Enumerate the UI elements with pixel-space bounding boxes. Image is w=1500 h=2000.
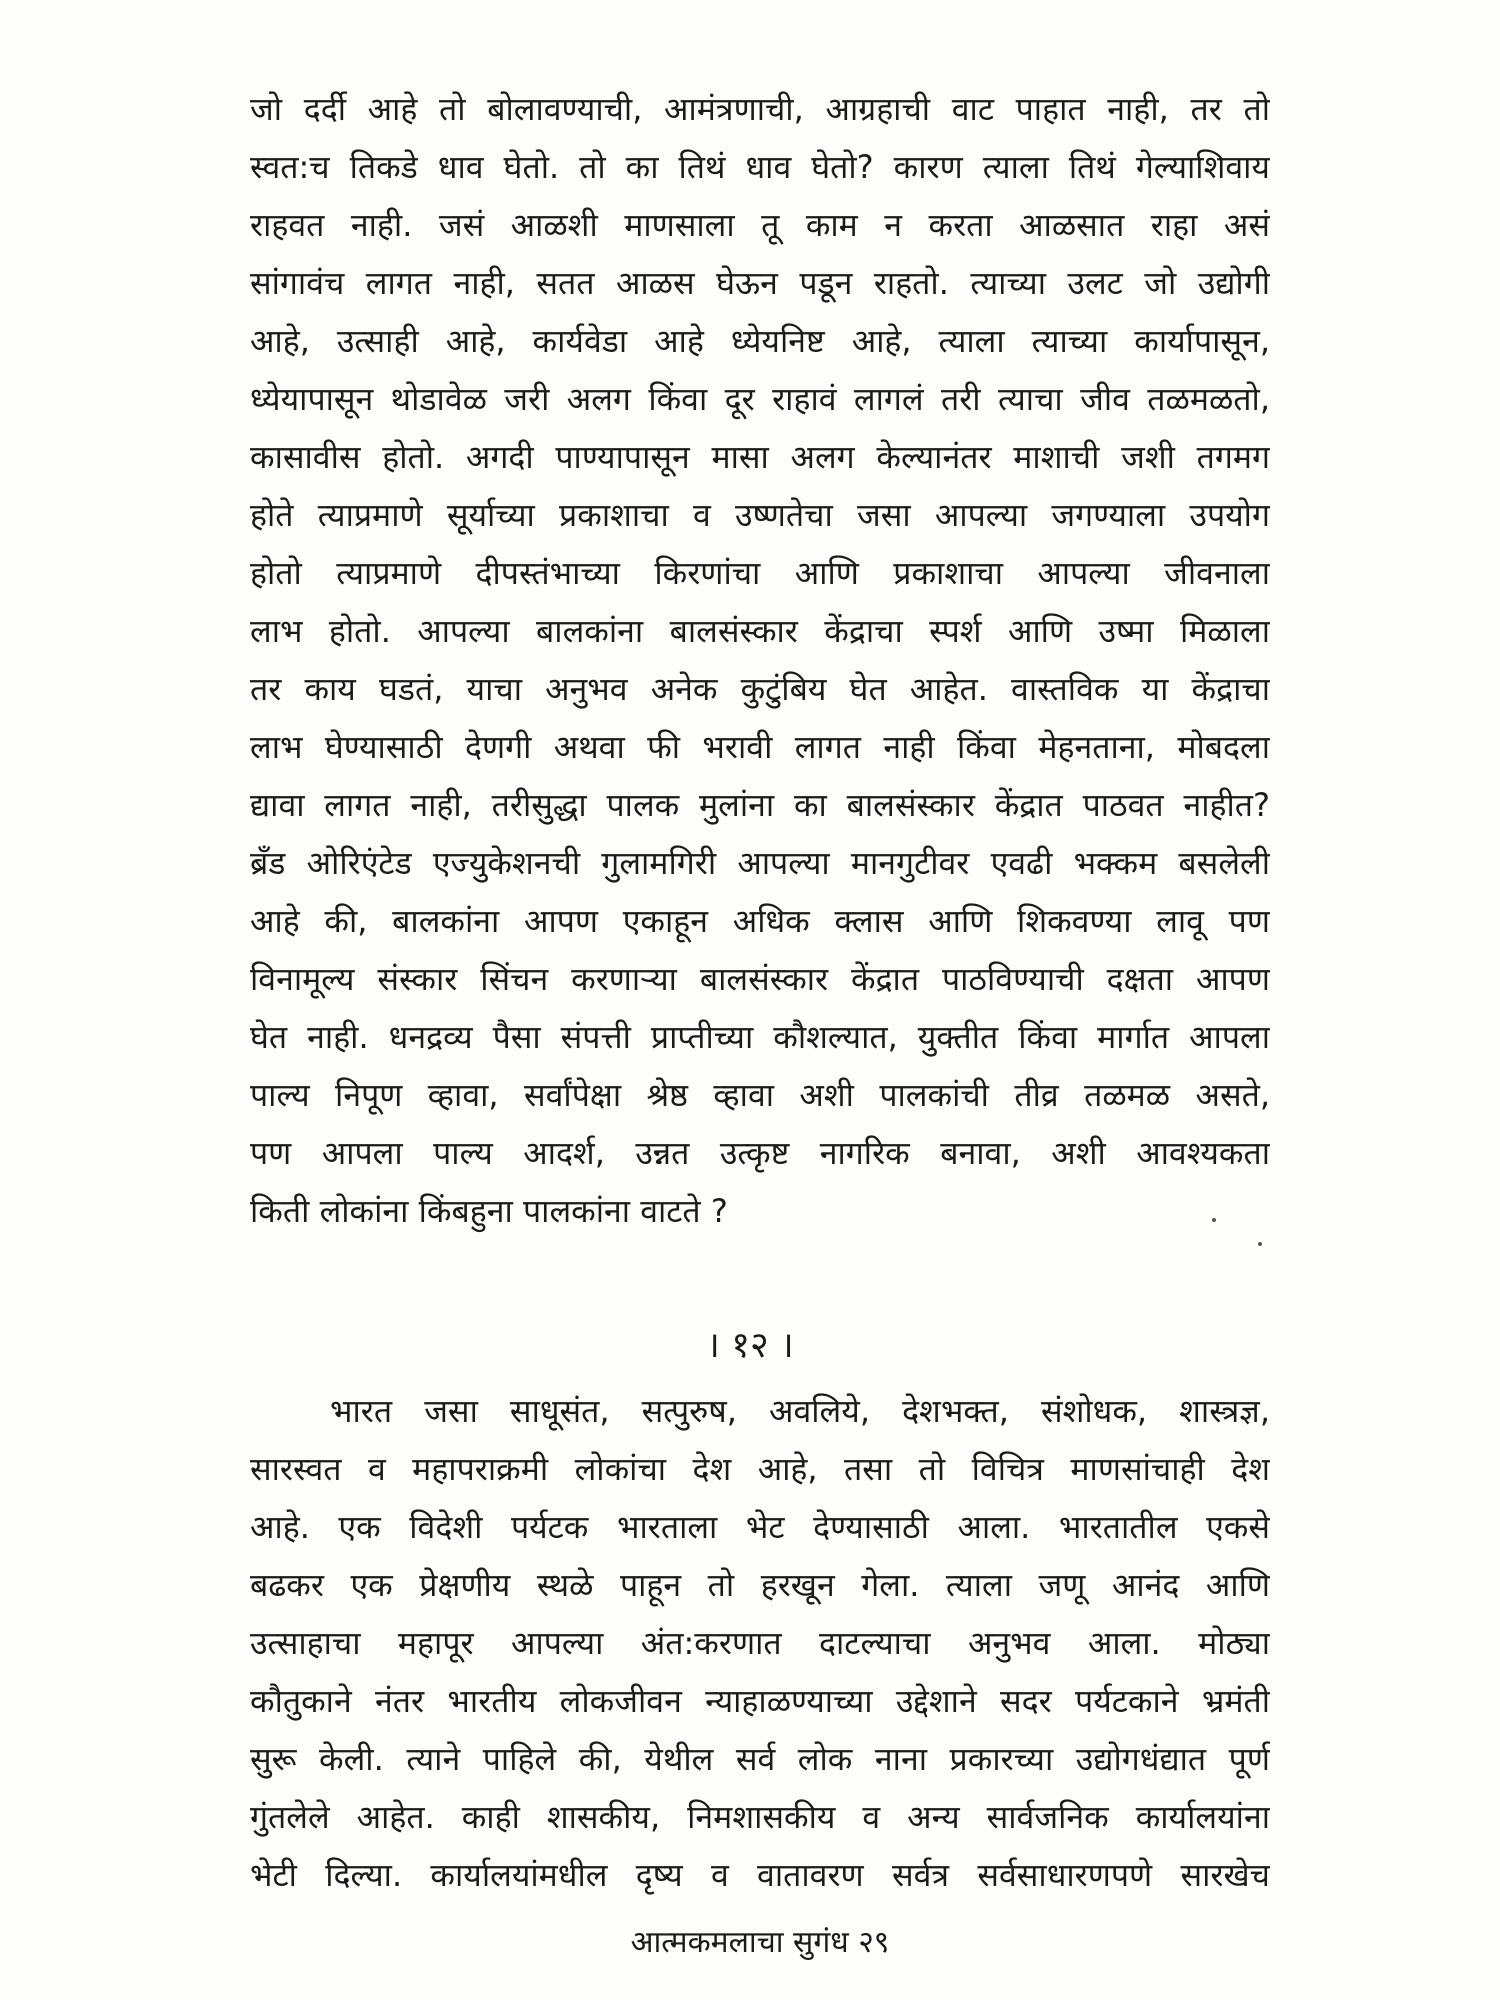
paragraph-2-line: उत्साहाचा महापूर आपल्या अंत:करणात दाटल्याचा अनुभव आला. मोठ्या	[250, 1624, 1270, 1662]
paragraph-1-line: लाभ होतो. आपल्या बालकांना बालसंस्कार केंद्राचा स्पर्श आणि उष्मा मिळाला	[250, 612, 1270, 650]
paragraph-1-line: घेत नाही. धनद्रव्य पैसा संपत्ती प्राप्तीच्या कौशल्यात, युक्तीत किंवा मार्गात आपला	[250, 1018, 1270, 1056]
paragraph-1-line: सांगावंच लागत नाही, सतत आळस घेऊन पडून राहतो. त्याच्या उलट जो उद्योगी	[250, 264, 1270, 302]
paragraph-2-line: सुरू केली. त्याने पाहिले की, येथील सर्व लोक नाना प्रकारच्या उद्योगधंद्यात पूर्ण	[250, 1740, 1270, 1778]
paragraph-1-line: लाभ घेण्यासाठी देणगी अथवा फी भरावी लागत नाही किंवा मेहनताना, मोबदला	[250, 728, 1270, 766]
paragraph-2-line: बढकर एक प्रेक्षणीय स्थळे पाहून तो हरखून गेला. त्याला जणू आनंद आणि	[250, 1566, 1270, 1604]
paragraph-1-line: ब्रँड ओरिएंटेड एज्युकेशनची गुलामगिरी आपल्या मानगुटीवर एवढी भक्कम बसलेली	[250, 844, 1270, 882]
paragraph-2-line: भारत जसा साधूसंत, सत्पुरुष, अवलिये, देशभक्त, संशोधक, शास्त्रज्ञ,	[330, 1392, 1270, 1430]
paragraph-1-line: किती लोकांना किंबहुना पालकांना वाटते ?	[250, 1192, 728, 1230]
print-speck	[1212, 1218, 1216, 1222]
paragraph-2-line: कौतुकाने नंतर भारतीय लोकजीवन न्याहाळण्याच्या उद्देशाने सदर पर्यटकाने भ्रमंती	[250, 1682, 1270, 1720]
paragraph-1-line: होतो त्याप्रमाणे दीपस्तंभाच्या किरणांचा आणि प्रकाशाचा आपल्या जीवनाला	[250, 554, 1270, 592]
paragraph-1-line: आहे की, बालकांना आपण एकाहून अधिक क्लास आणि शिकवण्या लावू पण	[250, 902, 1270, 940]
paragraph-1-line: कासावीस होतो. अगदी पाण्यापासून मासा अलग केल्यानंतर माशाची जशी तगमग	[250, 438, 1270, 476]
print-speck	[1258, 1242, 1262, 1246]
paragraph-1-line: पाल्य निपूण व्हावा, सर्वांपेक्षा श्रेष्ठ व्हावा अशी पालकांची तीव्र तळमळ असते,	[250, 1076, 1270, 1114]
paragraph-1-line: पण आपला पाल्य आदर्श, उन्नत उत्कृष्ट नागरिक बनावा, अशी आवश्यकता	[250, 1134, 1270, 1172]
paragraph-1-line: होते त्याप्रमाणे सूर्याच्या प्रकाशाचा व उष्णतेचा जसा आपल्या जगण्याला उपयोग	[250, 496, 1270, 534]
paragraph-2-line: भेटी दिल्या. कार्यालयांमधील दृष्य व वातावरण सर्वत्र सर्वसाधारणपणे सारखेच	[250, 1856, 1270, 1894]
paragraph-1-line: विनामूल्य संस्कार सिंचन करणाऱ्या बालसंस्कार केंद्रात पाठविण्याची दक्षता आपण	[250, 960, 1270, 998]
paragraph-2-line: गुंतलेले आहेत. काही शासकीय, निमशासकीय व अन्य सार्वजनिक कार्यालयांना	[250, 1798, 1270, 1836]
paragraph-1-line: जो दर्दी आहे तो बोलावण्याची, आमंत्रणाची, आग्रहाची वाट पाहात नाही, तर तो	[250, 90, 1270, 128]
section-number: । १२ ।	[706, 1325, 794, 1366]
paragraph-1-line: द्यावा लागत नाही, तरीसुद्धा पालक मुलांना का बालसंस्कार केंद्रात पाठवत नाहीत?	[250, 786, 1270, 824]
paragraph-1-line: तर काय घडतं, याचा अनुभव अनेक कुटुंबिय घेत आहेत. वास्तविक या केंद्राचा	[250, 670, 1270, 708]
paragraph-2-line: सारस्वत व महापराक्रमी लोकांचा देश आहे, तसा तो विचित्र माणसांचाही देश	[250, 1450, 1270, 1488]
paragraph-1-line: आहे, उत्साही आहे, कार्यवेडा आहे ध्येयनिष्ट आहे, त्याला त्याच्या कार्यापासून,	[250, 322, 1270, 360]
paragraph-1-line: राहवत नाही. जसं आळशी माणसाला तू काम न करता आळसात राहा असं	[250, 206, 1270, 244]
paragraph-1-line: स्वत:च तिकडे धाव घेतो. तो का तिथं धाव घेतो? कारण त्याला तिथं गेल्याशिवाय	[250, 148, 1270, 186]
paragraph-1-line: ध्येयापासून थोडावेळ जरी अलग किंवा दूर राहावं लागलं तरी त्याचा जीव तळमळतो,	[250, 380, 1270, 418]
page-footer: आत्मकमलाचा सुगंध २९	[630, 1925, 890, 1960]
paragraph-2-line: आहे. एक विदेशी पर्यटक भारताला भेट देण्यासाठी आला. भारतातील एकसे	[250, 1508, 1270, 1546]
